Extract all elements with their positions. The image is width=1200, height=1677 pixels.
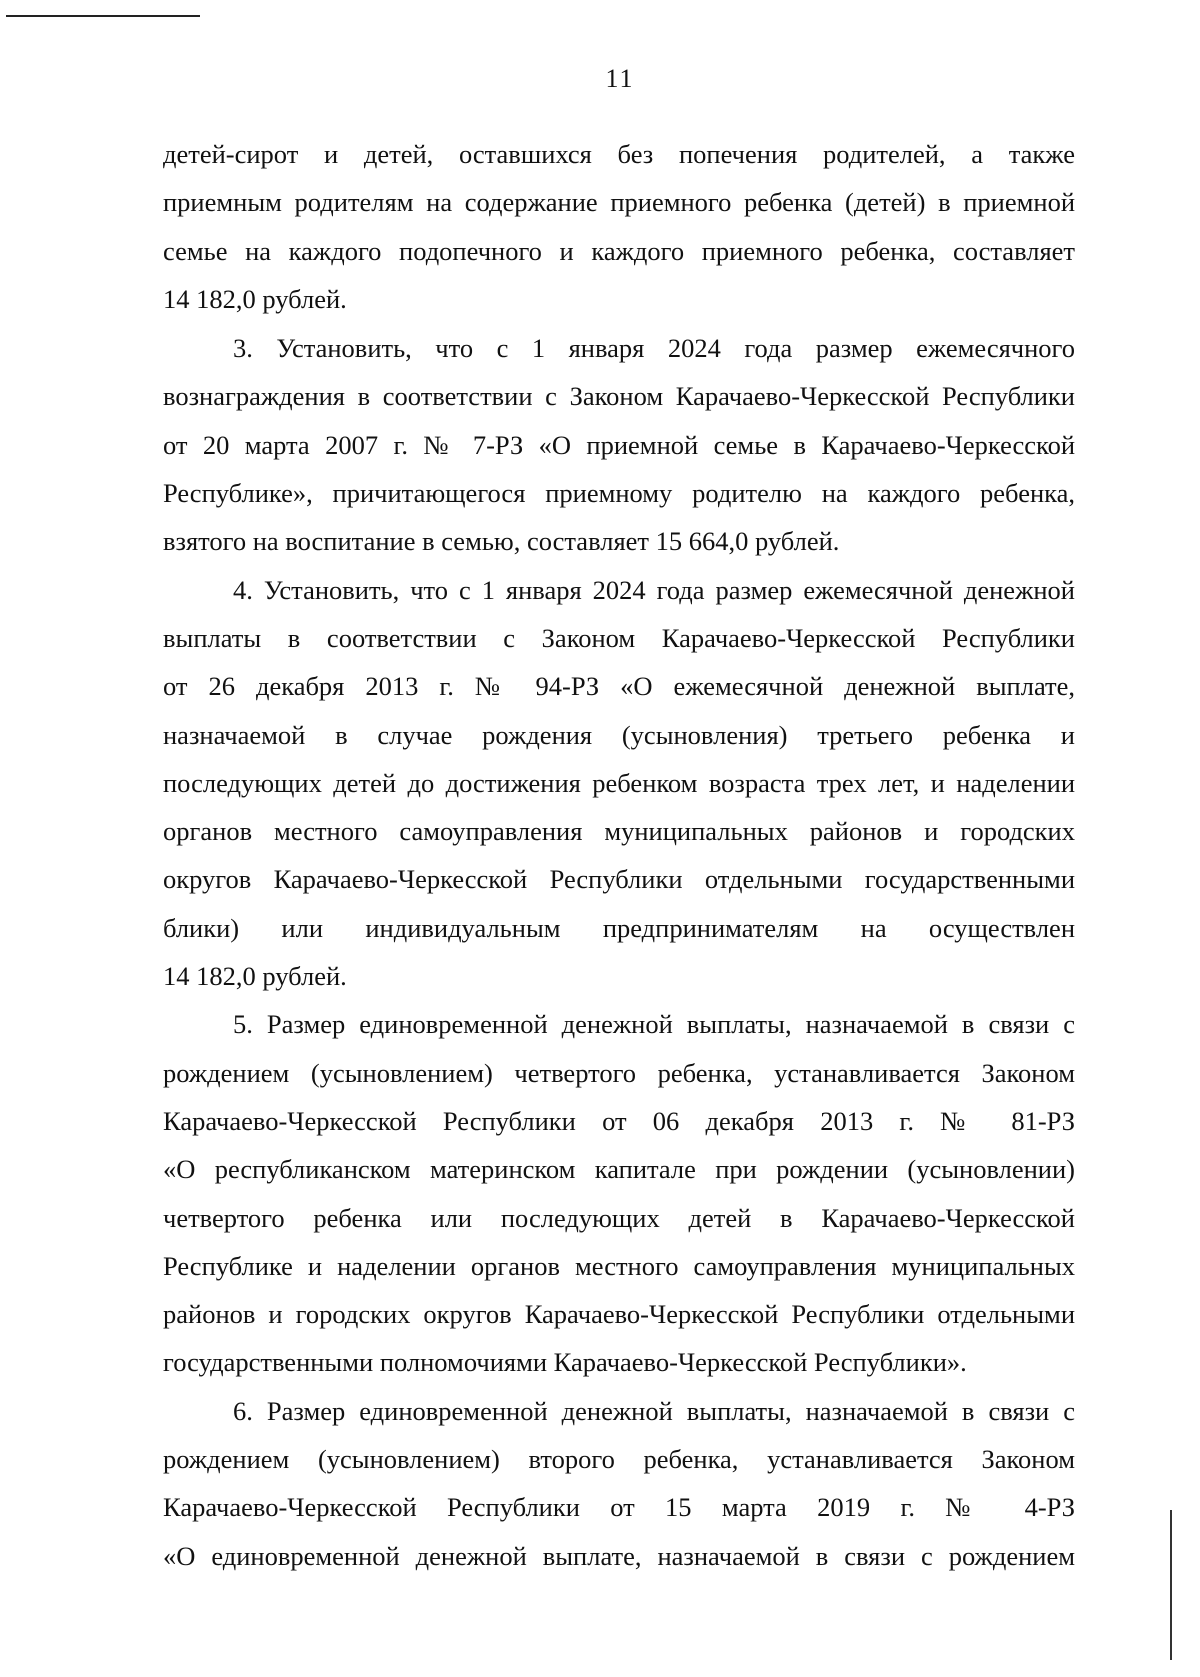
text-line: Карачаево-Черкесской Республики от 15 марта 2019 г. № 4-РЗ	[163, 1492, 1075, 1523]
text-line: взятого на воспитание в семью, составляет 15 664,0 рублей.	[163, 526, 840, 557]
scan-artifact-right-line	[1170, 1510, 1172, 1660]
text-line: районов и городских округов Карачаево-Черкесской Республики отдельными	[163, 1299, 1075, 1330]
text-line: округов Карачаево-Черкесской Республики отдельными государственными	[163, 864, 1075, 895]
document-body	[163, 130, 1075, 1580]
paragraph-item-4	[163, 566, 1075, 1001]
text-line: блики) или индивидуальным предпринимателям на осуществлен	[163, 912, 1075, 943]
text-line: рождением (усыновлением) второго ребенка, устанавливается Законом	[163, 1444, 1075, 1475]
text-line: 14 182,0 рублей.	[163, 283, 347, 314]
page-number: 11	[605, 64, 635, 93]
text-line: Республике и наделении органов местного самоуправления муниципальных	[163, 1250, 1075, 1281]
text-line: вознаграждения в соответствии с Законом Карачаево-Черкесской Республики	[163, 381, 1075, 412]
text-line: Республике», причитающегося приемному родителю на каждого ребенка,	[163, 478, 1075, 509]
text-line: 4. Установить, что с 1 января 2024 года размер ежемесячной денежной	[233, 574, 1075, 605]
paragraph-item-6	[163, 1387, 1075, 1580]
text-line: рождением (усыновлением) четвертого ребенка, устанавливается Законом	[163, 1057, 1075, 1088]
text-line: 3. Установить, что с 1 января 2024 года размер ежемесячного	[233, 333, 1075, 364]
scan-artifact-top-line	[6, 15, 200, 17]
text-line: от 26 декабря 2013 г. № 94-РЗ «О ежемесячной денежной выплате,	[163, 671, 1075, 702]
text-line: семье на каждого подопечного и каждого приемного ребенка, составляет	[163, 235, 1075, 266]
text-line: четвертого ребенка или последующих детей в Карачаево-Черкесской	[163, 1202, 1075, 1233]
text-line: государственными полномочиями Карачаево-Черкесской Республики».	[163, 1347, 967, 1378]
text-line: 5. Размер единовременной денежной выплаты, назначаемой в связи с	[233, 1009, 1075, 1040]
text-line: «О республиканском материнском капитале при рождении (усыновлении)	[163, 1154, 1075, 1185]
text-line: 14 182,0 рублей.	[163, 961, 347, 992]
paragraph-item-3	[163, 324, 1075, 565]
text-line: 6. Размер единовременной денежной выплаты, назначаемой в связи с	[233, 1395, 1075, 1426]
text-line: «О единовременной денежной выплате, назначаемой в связи с рождением	[163, 1540, 1075, 1571]
text-line: органов местного самоуправления муниципальных районов и городских	[163, 816, 1075, 847]
text-line: выплаты в соответствии с Законом Карачаево-Черкесской Республики	[163, 622, 1075, 653]
text-line: назначаемой в случае рождения (усыновления) третьего ребенка и	[163, 719, 1075, 750]
paragraph-item-5	[163, 1000, 1075, 1386]
text-line: приемным родителям на содержание приемного ребенка (детей) в приемной	[163, 187, 1075, 218]
text-line: детей-сирот и детей, оставшихся без попечения родителей, а также	[163, 139, 1075, 169]
text-line: Карачаево-Черкесской Республики от 06 декабря 2013 г. № 81-РЗ	[163, 1105, 1075, 1136]
paragraph-continuation	[163, 130, 1075, 323]
text-line: последующих детей до достижения ребенком возраста трех лет, и наделении	[163, 767, 1075, 798]
text-line: от 20 марта 2007 г. № 7-РЗ «О приемной семье в Карачаево-Черкесской	[163, 429, 1075, 460]
